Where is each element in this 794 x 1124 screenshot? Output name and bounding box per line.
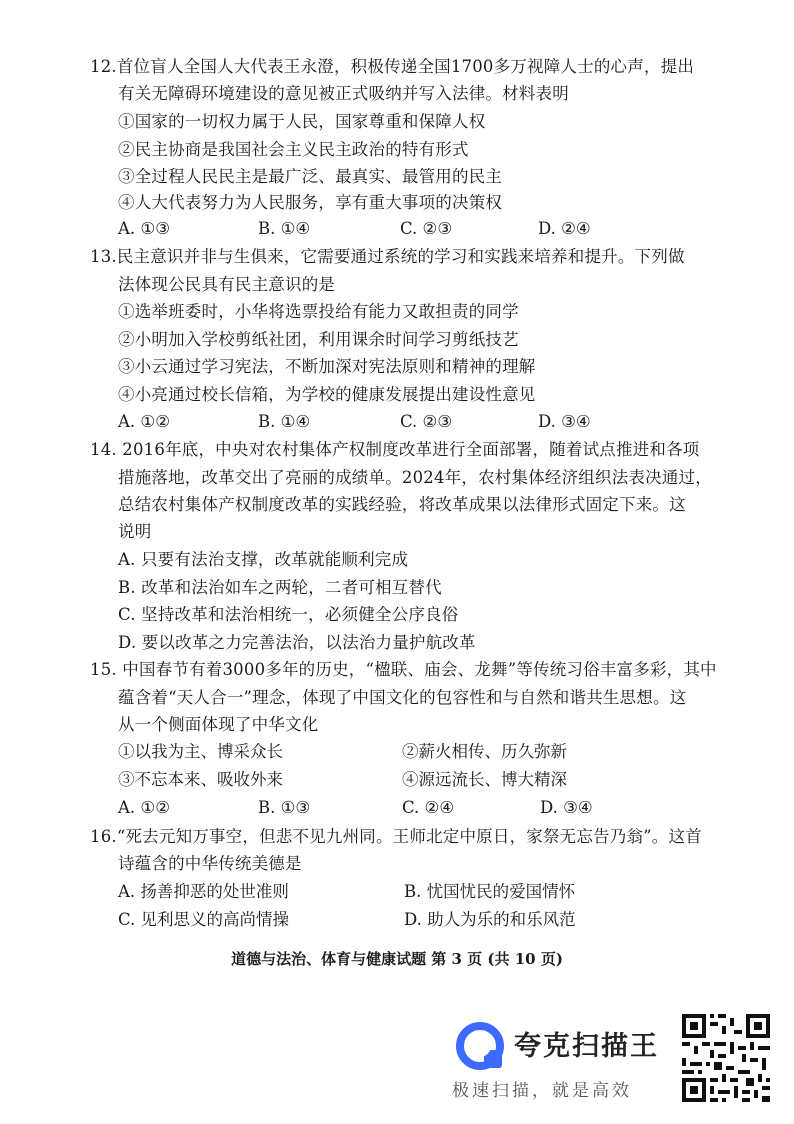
q15-option-b: B. ①③: [258, 798, 311, 817]
q13-item-3: ③小云通过学习宪法，不断加深对宪法原则和精神的理解: [118, 357, 536, 376]
q15-option-a: A. ①②: [118, 798, 170, 817]
q15-stem-line-3: 从一个侧面体现了中华文化: [118, 715, 319, 734]
quark-logo-icon: [452, 1018, 508, 1074]
q13-stem-line-1: 13.民主意识并非与生俱来，它需要通过系统的学习和实践来培养和提升。下列做: [90, 247, 685, 266]
q13-option-d: D. ③④: [538, 412, 591, 431]
q13-option-c: C. ②③: [400, 412, 453, 431]
q13-item-1: ①选举班委时，小华将选票投给有能力又敢担责的同学: [118, 302, 519, 321]
q14-option-d: D. 要以改革之力完善法治，以法治力量护航改革: [118, 633, 476, 652]
q16-option-b: B. 忧国忧民的爱国情怀: [404, 882, 576, 901]
q12-item-1: ①国家的一切权力属于人民，国家尊重和保障人权: [118, 112, 486, 131]
q15-stem-line-1: 15. 中国春节有着3000多年的历史，“楹联、庙会、龙舞”等传统习俗丰富多彩，其中: [90, 660, 717, 679]
q12-stem-line-1: 12.首位盲人全国人大代表王永澄，积极传递全国1700多万视障人士的心声，提出: [90, 57, 695, 76]
q14-option-b: B. 改革和法治如车之两轮，二者可相互替代: [118, 578, 442, 597]
q16-stem-line-2: 诗蕴含的中华传统美德是: [118, 854, 302, 873]
q12-stem-line-2: 有关无障碍环境建设的意见被正式吸纳并写入法律。材料表明: [118, 84, 569, 103]
scanner-watermark: [452, 1012, 682, 1102]
q14-option-a: A. 只要有法治支撑，改革就能顺利完成: [118, 550, 409, 569]
q12-option-d: D. ②④: [538, 219, 591, 238]
q16-option-a: A. 扬善抑恶的处世准则: [118, 882, 289, 901]
q15-item-2: ②薪火相传、历久弥新: [402, 742, 567, 761]
q16-option-c: C. 见利思义的高尚情操: [118, 910, 290, 929]
watermark-name: 夸克扫描王: [514, 1031, 659, 1062]
q15-option-d: D. ③④: [540, 798, 593, 817]
page-footer: 道德与法治、体育与健康试题 第 3 页 (共 10 页): [231, 950, 563, 968]
q12-option-b: B. ①④: [258, 219, 311, 238]
q13-item-4: ④小亮通过校长信箱，为学校的健康发展提出建设性意见: [118, 385, 536, 404]
q16-option-d: D. 助人为乐的和乐风范: [404, 910, 576, 929]
q15-stem-line-2: 蕴含着“天人合一”理念，体现了中国文化的包容性和与自然和谐共生思想。这: [118, 688, 687, 707]
q13-item-2: ②小明加入学校剪纸社团，利用课余时间学习剪纸技艺: [118, 330, 519, 349]
q15-item-3: ③不忘本来、吸收外来: [118, 770, 283, 789]
watermark-slogan: 极速扫描，就是高效: [452, 1081, 632, 1101]
qr-code: [680, 1012, 772, 1104]
q12-item-3: ③全过程人民民主是最广泛、最真实、最管用的民主: [118, 167, 503, 186]
q13-option-b: B. ①④: [258, 412, 311, 431]
q15-item-1: ①以我为主、博采众长: [118, 742, 283, 761]
q12-option-c: C. ②③: [400, 219, 453, 238]
q15-item-4: ④源远流长、博大精深: [402, 770, 567, 789]
q13-stem-line-2: 法体现公民具有民主意识的是: [118, 275, 336, 294]
q14-stem-line-3: 总结农村集体产权制度改革的实践经验，将改革成果以法律形式固定下来。这: [118, 495, 686, 514]
q12-option-a: A. ①③: [118, 219, 170, 238]
q12-item-2: ②民主协商是我国社会主义民主政治的特有形式: [118, 140, 469, 159]
q12-item-4: ④人大代表努力为人民服务，享有重大事项的决策权: [118, 193, 503, 212]
q14-stem-line-2: 措施落地，改革交出了亮丽的成绩单。2024年，农村集体经济组织法表决通过，: [118, 468, 712, 487]
q14-stem-line-4: 说明: [118, 522, 152, 541]
q16-stem-line-1: 16.“死去元知万事空，但悲不见九州同。王师北定中原日，家祭无忘告乃翁”。这首: [90, 827, 702, 846]
q14-stem-line-1: 14. 2016年底，中央对农村集体产权制度改革进行全面部署，随着试点推进和各项: [90, 440, 700, 459]
q13-option-a: A. ①②: [118, 412, 170, 431]
q15-option-c: C. ②④: [402, 798, 455, 817]
q14-option-c: C. 坚持改革和法治相统一，必须健全公序良俗: [118, 605, 459, 624]
